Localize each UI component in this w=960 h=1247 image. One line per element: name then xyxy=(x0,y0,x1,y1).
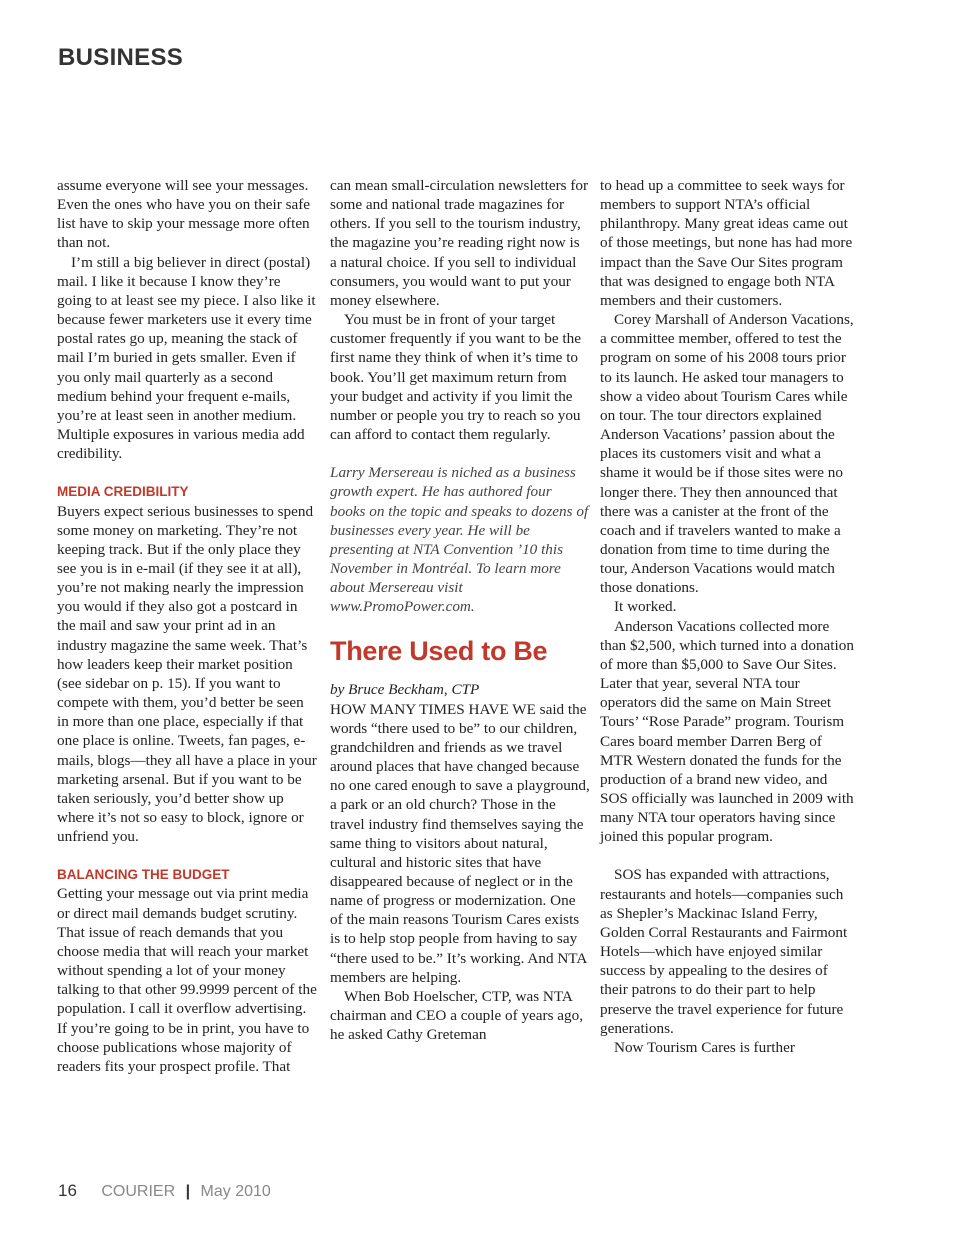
column-1 xyxy=(57,176,317,1076)
paragraph: It worked. xyxy=(614,598,677,616)
paragraph: to head up a committee to seek ways for members to support NTA’s official philanthropy. Many great ideas came out of those meetings, but none has had more impact than the Save Our Sites program that was designed to engage both NTA members and their customers. xyxy=(600,177,853,309)
paragraph: Anderson Vacations collected more than $2,500, which turned into a donation of more than $5,000 to Save Our Sites. Later that year, several NTA tour operators did the same on Main Street Tours’ “Rose Parade” program. Tourism Cares board member Darren Berg of MTR Western donated the funds for the production of a brand new video, and SOS officially was launched in 2009 with many NTA tour operators having since joined this popular program. xyxy=(600,617,854,846)
paragraph: Now Tourism Cares is further xyxy=(614,1038,795,1056)
paragraph: Buyers expect serious businesses to spend some money on marketing. They’re not keeping track. But if the only place they see you is in e-mail (if they see it at all), you’re not making nearly the impression you would if they also got a postcard in the mail and saw your print ad in an industry magazine the same week. That’s how leaders keep their market position (see sidebar on p. 15). If you want to compete with them, you’d better be seen in more than one place, especially if that one place is online. Tweets, fan pages, e-mails, blogs—they all have a place in your marketing arsenal. But if you want to be taken seriously, you’d better show up where it’s not so easy to block, ignore or unfriend you. xyxy=(57,502,317,846)
subheading-media-credibility: MEDIA CREDIBILITY xyxy=(57,484,189,500)
paragraph: Getting your message out via print media or direct mail demands budget scrutiny. That issue of reach demands that you choose media that will reach your market without spending a lot of your money talking to that other 99.9999 percent of the population. I call it overflow advertising. If you’re going to be in print, you have to choose publications whose majority of readers fits your prospect profile. That xyxy=(57,885,317,1075)
subheading-balancing-budget: BALANCING THE BUDGET xyxy=(57,867,230,883)
paragraph: assume everyone will see your messages. Even the ones who have you on their safe list have to skip your message more often than not. xyxy=(57,177,311,252)
column-3 xyxy=(600,176,855,1057)
author-bio: Larry Mersereau is niched as a business growth expert. He has authored four books on the topic and speaks to dozens of businesses every year. He will be presenting at NTA Convention ’10 this November in Montréal. To learn more about Mersereau visit www.PromoPower.com. xyxy=(330,464,589,616)
footer-separator: | xyxy=(185,1183,191,1200)
page-number: 16 xyxy=(58,1181,77,1200)
paragraph: can mean small-circulation newsletters for some and national trade magazines for others. If you sell to the tourism industry, the magazine you’re reading right now is a natural choice. If you sell to individual consumers, you would want to put your money elsewhere. xyxy=(330,177,589,309)
page-footer xyxy=(58,1181,271,1201)
column-2 xyxy=(330,176,590,1044)
article-headline: There Used to Be xyxy=(330,636,548,667)
paragraph: I’m still a big believer in direct (postal) mail. I like it because I know they’re going to at least see my piece. I also like it because fewer marketers use it every time postal rates go up, meaning the stack of mail I’m buried in gets smaller. Even if you only mail quarterly as a second medium behind your frequent e-mails, you’re at least seen in another medium. Multiple exposures in various media add credibility. xyxy=(57,253,316,463)
issue-date: May 2010 xyxy=(200,1183,271,1200)
publication-name: COURIER xyxy=(101,1183,176,1200)
paragraph: SOS has expanded with attractions, restaurants and hotels—companies such as Shepler’s Mackinac Island Ferry, Golden Corral Restaurants and Fairmont Hotels—which have enjoyed similar success by appealing to the desires of their patrons to do their part to help preserve the travel experience for future generations. xyxy=(600,866,848,1037)
paragraph: When Bob Hoelscher, CTP, was NTA chairman and CEO a couple of years ago, he asked Cathy Greteman xyxy=(330,987,584,1044)
byline: by Bruce Beckham, CTP xyxy=(330,681,480,699)
paragraph: Corey Marshall of Anderson Vacations, a committee member, offered to test the program on some of his 2008 tours prior to its launch. He asked tour managers to show a video about Tourism Cares while on tour. The tour directors explained Anderson Vacations’ passion about the places its customers visit and what a shame it would be if those sites were no longer there. They then announced that there was a canister at the front of the coach and if travelers wanted to make a donation from time to time during the tour, Anderson Vacations would match those donations. xyxy=(600,311,854,597)
paragraph: You must be in front of your target customer frequently if you want to be the first name they think of when it’s time to book. You’ll get maximum return from your budget and activity if you limit the number or people you try to reach so you can afford to contact them regularly. xyxy=(330,311,581,444)
paragraph: HOW MANY TIMES HAVE WE said the words “there used to be” to our children, grandchildren and friends as we travel around places that have changed because no one cared enough to save a playground, a park or an old church? Those in the travel industry find themselves saying the same thing to visitors about natural, cultural and historic sites that have disappeared because of neglect or in the name of progress or modernization. One of the main reasons Tourism Cares exists is to help stop people from having to say “there used to be.” It’s working. And NTA members are helping. xyxy=(330,700,590,986)
section-label: BUSINESS xyxy=(58,44,184,71)
